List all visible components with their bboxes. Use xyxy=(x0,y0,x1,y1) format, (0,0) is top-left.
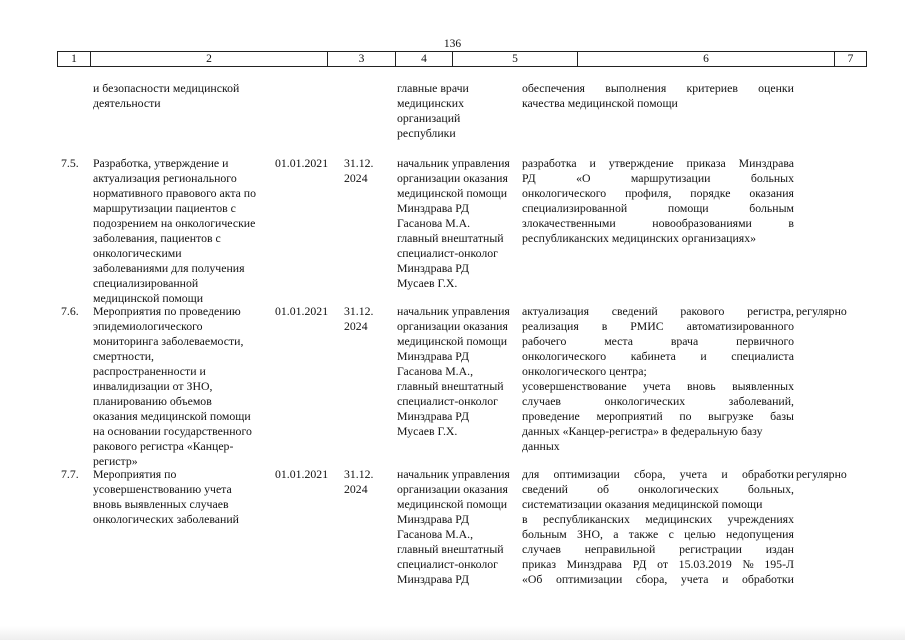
row-responsible-line: специалист-онколог xyxy=(397,557,498,571)
word: обеспечения xyxy=(522,81,585,95)
row-title-line: планированию объемов xyxy=(93,394,212,408)
row-title-line: Мероприятия по проведению xyxy=(93,304,241,318)
row-end-date-line: 2024 xyxy=(344,171,368,185)
word: по xyxy=(679,409,692,423)
word: злокачественными xyxy=(522,216,616,230)
row-title-line: онкологических заболеваний xyxy=(93,512,239,526)
row-title-line: медицинской помощи xyxy=(93,291,204,305)
row-result-line xyxy=(522,171,794,186)
word: приказа xyxy=(686,156,726,170)
word: недопущения xyxy=(726,527,794,541)
row-responsible-line: специалист-онколог xyxy=(397,394,498,408)
word: помощи xyxy=(667,201,709,215)
word: учета xyxy=(680,572,709,586)
continuation-responsible-line: организаций xyxy=(397,111,461,125)
header-col-3: 3 xyxy=(328,52,396,66)
row-result-line xyxy=(522,557,794,572)
word: РД xyxy=(632,557,647,571)
word: медицинских xyxy=(645,512,713,526)
row-end-date-line: 31.12. xyxy=(344,304,374,318)
word: РД xyxy=(522,171,536,185)
word: места xyxy=(604,334,633,348)
row-responsible-line: Минздрава РД xyxy=(397,201,470,215)
word: данных «Канцер-регистра» в федеральную базу xyxy=(522,424,763,438)
word: также xyxy=(628,527,659,541)
word: регистрации xyxy=(679,542,742,556)
word: случаев xyxy=(522,542,561,556)
continuation-result-line xyxy=(522,81,794,96)
row-period: регулярно xyxy=(796,467,847,481)
word: и xyxy=(721,467,728,481)
row-title-line: смертности, xyxy=(93,349,154,363)
row-result-line xyxy=(522,409,794,424)
header-col-2: 2 xyxy=(91,52,328,66)
word: автоматизированного xyxy=(686,319,794,333)
word: республиканских xyxy=(542,512,630,526)
row-result-line xyxy=(522,334,794,349)
row-result-line xyxy=(522,201,794,216)
row-title-line: инвалидизации от ЗНО, xyxy=(93,379,213,393)
row-result-line xyxy=(522,512,794,527)
row-responsible-line: медицинской помощи xyxy=(397,497,508,511)
row-responsible-line: начальник управления xyxy=(397,304,510,318)
word: приказ xyxy=(522,557,556,571)
word: для xyxy=(522,467,540,481)
word: базы xyxy=(770,409,794,423)
row-title-line: специализированной xyxy=(93,276,199,290)
row-responsible-line: организации оказания xyxy=(397,482,508,496)
word: неправильной xyxy=(584,542,656,556)
row-start-date: 01.01.2021 xyxy=(275,467,329,481)
row-start-date: 01.01.2021 xyxy=(275,304,329,318)
continuation-title-line: деятельности xyxy=(93,96,161,110)
table-header-row xyxy=(57,51,867,67)
row-result-line xyxy=(522,497,762,512)
word: профиля, xyxy=(625,186,672,200)
row-responsible-line: Минздрава РД xyxy=(397,572,470,586)
word: онкологического xyxy=(522,349,607,363)
row-responsible-line: главный внештатный xyxy=(397,379,504,393)
word: больным xyxy=(749,201,794,215)
row-responsible-line: медицинской помощи xyxy=(397,186,508,200)
row-result-line xyxy=(522,186,794,201)
row-result-line xyxy=(522,304,794,319)
row-start-date: 01.01.2021 xyxy=(275,156,329,170)
word: Минздрава xyxy=(738,156,794,170)
row-result-line xyxy=(522,231,756,246)
row-responsible-line: Мусаев Г.Х. xyxy=(397,424,458,438)
row-title-line: Разработка, утверждение и xyxy=(93,156,229,170)
word: РМИС xyxy=(630,319,664,333)
word: рабочего xyxy=(522,334,567,348)
word: сведений xyxy=(522,482,568,496)
word: онкологического xyxy=(522,186,607,200)
row-result-line xyxy=(522,349,794,364)
word: качества медицинской помощи xyxy=(522,96,678,110)
row-title-line: ракового регистра «Канцер- xyxy=(93,439,234,453)
word: разработка xyxy=(522,156,577,170)
word: усовершенствование xyxy=(522,379,627,393)
word: целью xyxy=(684,527,716,541)
row-responsible-line: специалист-онколог xyxy=(397,246,498,260)
word: случаев xyxy=(522,394,561,408)
word: учета xyxy=(679,467,708,481)
header-col-7: 7 xyxy=(847,53,854,65)
word: выполнения xyxy=(605,81,667,95)
word: «Об xyxy=(522,572,543,586)
row-number: 7.7. xyxy=(61,467,79,481)
word: оптимизации xyxy=(556,572,623,586)
row-result-line xyxy=(522,572,794,587)
row-end-date-line: 31.12. xyxy=(344,156,374,170)
row-title-line: заболевания, пациентов с xyxy=(93,231,221,245)
word: первичного xyxy=(736,334,794,348)
word: вновь xyxy=(686,379,716,393)
word: сбора, xyxy=(634,467,666,481)
word: ракового xyxy=(680,304,725,318)
word: специализированной xyxy=(522,201,628,215)
row-title-line: распространенности и xyxy=(93,364,206,378)
word: выгрузке xyxy=(708,409,754,423)
word: оказания xyxy=(749,186,794,200)
row-title-line: Мероприятия по xyxy=(93,467,177,481)
word: с xyxy=(668,527,674,541)
row-result-line xyxy=(522,394,794,409)
word: об xyxy=(597,482,609,496)
scan-bottom-edge xyxy=(0,626,905,640)
word: регистра, xyxy=(747,304,794,318)
word: и xyxy=(700,349,707,363)
row-period: регулярно xyxy=(796,304,847,318)
word: систематизации оказания медицинской помощи xyxy=(522,497,763,511)
row-result-line xyxy=(522,216,794,231)
row-result-line xyxy=(522,424,763,439)
row-title-line: на основании государственного xyxy=(93,424,252,438)
word: врача xyxy=(670,334,699,348)
continuation-responsible-line: медицинских xyxy=(397,96,464,110)
word: «О xyxy=(576,171,591,185)
word: реализация xyxy=(522,319,579,333)
row-responsible-line: организации оказания xyxy=(397,171,508,185)
word: ЗНО, xyxy=(577,527,603,541)
word: выявленных xyxy=(732,379,794,393)
row-responsible-line: главный внештатный xyxy=(397,231,504,245)
row-responsible-line: Мусаев Г.Х. xyxy=(397,276,458,290)
row-title-line: актуализация регионального xyxy=(93,171,237,185)
word: оптимизации xyxy=(553,467,620,481)
row-result-line xyxy=(522,467,794,482)
word: в xyxy=(601,319,608,333)
row-result-line xyxy=(522,482,794,497)
row-result-line xyxy=(522,379,794,394)
row-result-line xyxy=(522,542,794,557)
row-responsible-line: главный внештатный xyxy=(397,542,504,556)
row-responsible-line: Гасанова М.А. xyxy=(397,216,471,230)
header-col-1: 1 xyxy=(58,52,91,66)
word: больных, xyxy=(747,482,794,496)
continuation-responsible-line: республики xyxy=(397,126,456,140)
row-end-date-line: 2024 xyxy=(344,482,368,496)
row-result-line xyxy=(522,364,647,379)
word: оценки xyxy=(758,81,794,95)
word: сведений xyxy=(611,304,658,318)
word: онкологических xyxy=(604,394,686,408)
word: учета xyxy=(642,379,671,393)
word: издан xyxy=(765,542,794,556)
row-title-line: заболеваниями для получения xyxy=(93,261,245,275)
word: 15.03.2019 xyxy=(678,557,732,571)
row-title-line: вновь выявленных случаев xyxy=(93,497,229,511)
row-responsible-line: Минздрава РД xyxy=(397,512,470,526)
word: новообразованиями xyxy=(652,216,752,230)
row-responsible-line: Гасанова М.А., xyxy=(397,364,474,378)
row-title-line: маршрутизации пациентов с xyxy=(93,201,236,215)
word: в xyxy=(522,512,528,526)
word: обработки xyxy=(741,467,794,481)
row-title-line: онкологическими xyxy=(93,246,182,260)
row-responsible-line: начальник управления xyxy=(397,467,510,481)
word: онкологического центра; xyxy=(522,364,647,378)
word: критериев xyxy=(686,81,738,95)
word: кабинета xyxy=(630,349,676,363)
word: республиканских медицинских организациях» xyxy=(522,231,757,245)
row-title-line: мониторинга заболеваемости, xyxy=(93,334,244,348)
row-number: 7.6. xyxy=(61,304,79,318)
row-result-line xyxy=(522,527,794,542)
word: а xyxy=(613,527,619,541)
page-number: 136 xyxy=(443,38,462,50)
row-responsible-line: Минздрава РД xyxy=(397,409,470,423)
word: от xyxy=(657,557,668,571)
continuation-responsible-line: главные врачи xyxy=(397,81,469,95)
word: проведение xyxy=(522,409,580,423)
word: актуализация xyxy=(522,304,590,318)
word: порядке xyxy=(690,186,731,200)
row-result-line xyxy=(522,319,794,334)
word: и xyxy=(589,156,596,170)
word: заболеваний, xyxy=(728,394,794,408)
word: больным xyxy=(522,527,567,541)
word: специалиста xyxy=(731,349,794,363)
row-responsible-line: начальник управления xyxy=(397,156,510,170)
word: мероприятий xyxy=(596,409,663,423)
row-number: 7.5. xyxy=(61,156,79,170)
word: маршрутизации xyxy=(630,171,711,185)
word: в xyxy=(788,216,794,230)
row-title-line: эпидемиологического xyxy=(93,319,203,333)
row-end-date-line: 2024 xyxy=(344,319,368,333)
word: утверждение xyxy=(608,156,674,170)
header-col-5: 5 xyxy=(453,52,578,66)
word: Минздрава xyxy=(566,557,623,571)
header-col-6: 6 xyxy=(578,52,835,66)
word: № xyxy=(742,557,754,571)
row-title-line: усовершенствованию учета xyxy=(93,482,232,496)
continuation-title-line: и безопасности медицинской xyxy=(93,81,240,95)
row-title-line: регистр» xyxy=(93,454,138,468)
row-title-line: нормативного правового акта по xyxy=(93,186,257,200)
header-col-4: 4 xyxy=(396,52,453,66)
row-title-line: оказания медицинской помощи xyxy=(93,409,251,423)
row-responsible-line: организации оказания xyxy=(397,319,508,333)
word: онкологических xyxy=(638,482,719,496)
row-responsible-line: Минздрава РД xyxy=(397,349,470,363)
word: больных xyxy=(750,171,794,185)
word: учреждениях xyxy=(727,512,794,526)
row-responsible-line: Минздрава РД xyxy=(397,261,470,275)
row-end-date-line: 31.12. xyxy=(344,467,374,481)
word: и xyxy=(722,572,729,586)
row-responsible-line: медицинской помощи xyxy=(397,334,508,348)
row-title-line: подозрением на онкологические xyxy=(93,216,256,230)
word: 195-Л xyxy=(764,557,794,571)
row-result-line xyxy=(522,156,794,171)
word: обработки xyxy=(742,572,794,586)
row-result-line xyxy=(522,439,560,454)
word: данных xyxy=(522,439,560,453)
word: сбора, xyxy=(635,572,668,586)
row-responsible-line: Гасанова М.А., xyxy=(397,527,474,541)
continuation-result-line xyxy=(522,96,678,111)
